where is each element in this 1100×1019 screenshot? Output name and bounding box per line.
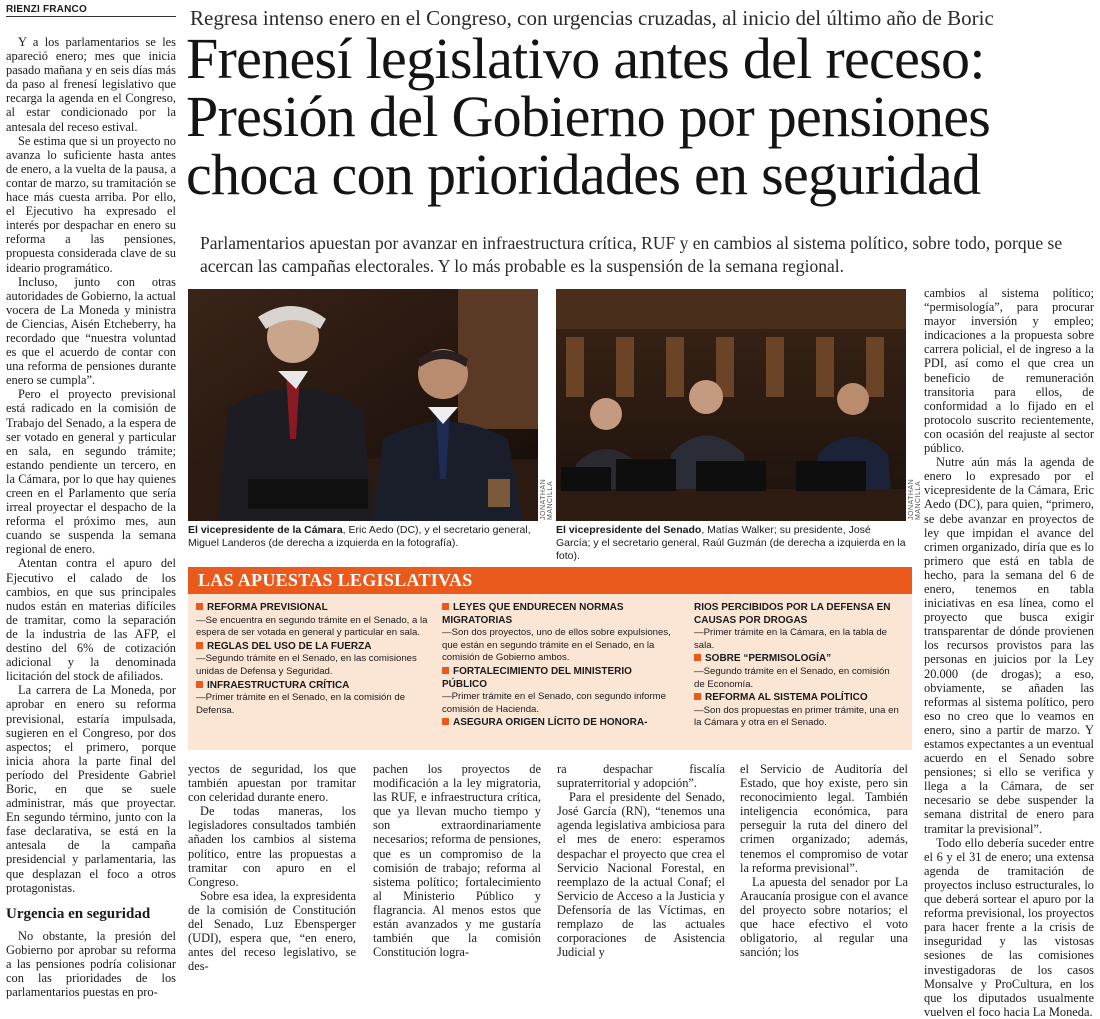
box-item-head: REFORMA PREVISIONAL xyxy=(207,602,328,613)
box-title-text: LAS APUESTAS LEGISLATIVAS xyxy=(198,570,473,590)
box-item-head: ASEGURA ORIGEN LÍCITO DE HONORA- xyxy=(453,717,648,729)
box-item xyxy=(694,653,902,691)
byline: RIENZI FRANCO xyxy=(6,4,176,17)
box-item-head: SOBRE “PERMISOLOGÍA” xyxy=(705,653,832,665)
box-item-head: INFRAESTRUCTURA CRÍTICA xyxy=(207,679,350,691)
paragraph: La carrera de La Moneda, por aprobar en enero su reforma previsional, estaría impulsada, sugieren en el Congreso, por dos aspectos; el primero, porque inicia ahora la parte final del período del Presidente Gabriel Boric, en que se suele administrar, más que proyectar. En segundo término, junto con la fase declarativa, se está en la antesala de la campaña presidencial y parlamentaria, las que desplazan el foco a otros protagonistas. xyxy=(6,683,176,895)
box-item-head: REFORMA AL SISTEMA POLÍTICO xyxy=(705,692,868,704)
box-item xyxy=(196,602,428,640)
photo-caption-senado xyxy=(556,524,908,563)
box-item-head: LEYES QUE ENDURECEN NORMAS MIGRATORIAS xyxy=(442,602,624,626)
box-column-3 xyxy=(694,602,902,731)
box-item-body: —Son dos proyectos, uno de ellos sobre expulsiones, que están en segundo trámite en el Senado, en la comisión de Gobierno ambos. xyxy=(442,627,671,664)
box-item xyxy=(694,692,902,730)
box-item-body: —Primer trámite en la Cámara, en la tabla de sala. xyxy=(694,627,888,651)
photo-camara-image xyxy=(188,289,538,521)
paragraph: No obstante, la presión del Gobierno por aprobar su reforma a las pensiones podría colisionar con las prioridades de los parlamentarios puestas en pro- xyxy=(6,928,176,1000)
left-column xyxy=(6,35,176,999)
paragraph: pachen los proyectos de modificación a la ley migratoria, las RUF, e infraestructura crítica, que ya llevan mucho tiempo y son extraordinariamente necesarios; reforma de pensiones, que es un compromiso de la comisión de trabajo; reforma al sistema político; fortalecimiento al Ministerio Público y flagrancia. Al menos estos que están avanzados y me gustaría también que la comisión Constitución logra- xyxy=(373,762,541,960)
box-item-body: —Primer trámite en el Senado, con segundo informe comisión de Hacienda. xyxy=(442,691,666,715)
paragraph: ra despachar fiscalía supraterritorial y adopción”. xyxy=(557,762,725,791)
caption-lead: El vicepresidente de la Cámara xyxy=(188,524,343,536)
box-column-1 xyxy=(196,602,428,718)
paragraph: Para el presidente del Senado, José García (RN), “tenemos una agenda legislativa ambiciosa para el mes de enero: esperamos despachar el proyecto que crea el Servicio Nacional Forestal, en reemplazo de la actual Conaf; el Servicio de Acceso a la Justicia y Defensoría de las Víctimas, en remplazo de las actuales corporaciones de Asistencia Judicial y xyxy=(557,790,725,960)
paragraph: Y a los parlamentarios se les apareció enero; mes que inicia pasado mañana y en seis días más da paso al frenesí legislativo que recarga la agenda en el Congreso, al estar condicionado por la antesala del receso estival. xyxy=(6,35,176,134)
photo-camara xyxy=(188,289,538,521)
box-item-body: —Se encuentra en segundo trámite en el Senado, a la espera de ser votada en general y particular en sala. xyxy=(196,614,428,639)
paragraph: cambios al sistema político; “permisología”, para procurar mayor inversión y empleo; indicaciones a la propuesta sobre carrera policial, el de ingreso a la PDI, así como el que crea un beneficio de remuneración transitoria para ellos, de conformidad a lo fijado en el protocolo suscrito recientemente, con ocasión del reajuste al sector público. xyxy=(924,286,1094,456)
box-item-body: —Primer trámite en el Senado, en la comisión de Defensa. xyxy=(196,692,406,716)
paragraph: La apuesta del senador por La Araucanía prosigue con el avance del proyecto sobre notarios; el que hace efectivo el voto obligatorio, al regular una sanción; los xyxy=(740,874,908,960)
paragraph: Se estima que si un proyecto no avanza lo suficiente hasta antes de enero, a la vuelta de la pausa, a contar de marzo, su tramitación se hace más cuesta arriba. Por ello, el Ejecutivo ha expresado el interés por despachar en enero su reforma a las pensiones, propuesta considerada clave de su ideario programático. xyxy=(6,133,176,275)
caption-lead: El vicepresidente del Senado xyxy=(556,524,702,536)
bullet-square-icon xyxy=(442,603,449,610)
photo-senado-image xyxy=(556,289,906,521)
box-item-head: REGLAS DEL USO DE LA FUERZA xyxy=(207,640,372,652)
bullet-square-icon xyxy=(694,693,701,700)
box-item xyxy=(442,666,674,716)
box-item-body: —Segundo trámite en el Senado, en las comisiones unidas de Defensa y Seguridad. xyxy=(196,653,417,677)
paragraph: Nutre aún más la agenda de enero lo expresado por el vicepresidente de la Cámara, Eric Aedo (DC), para quien, “primero, se debe avanzar en proyectos de ley que impidan el avance del crimen organizado, diría que es lo primero que está en tabla de hecho, para la semana del 6 de enero, tenemos en tabla iniciativas en esa línea, como el proyecto que busca exigir transparentar de dónde provienen los recursos provistos para las personas en juicios por la Ley 20.000 (de drogas); a eso, obviamente, se añaden las reformas al sistema político, pero eso no creo que lo veamos en enero, sino a partir de marzo. Y estamos expectantes a un eventual acuerdo en el Senado sobre pensiones; si ello se verifica y llega a la Cámara, de ser necesario se debe suspender la semana distrital de enero para tramitar la previsional”. xyxy=(924,455,1094,836)
paragraph: yectos de seguridad, los que también apuestan por tramitar con celeridad durante enero. xyxy=(188,762,356,805)
paragraph: Atentan contra el apuro del Ejecutivo el calado de los cambios, en que sus principales nudos están en materias difíciles de tramitar, como la separación de la industria de las AFP, el destino del 6% de cotización adicional y la denominada licitación del stock de afiliados. xyxy=(6,556,176,684)
kicker: Regresa intenso enero en el Congreso, con urgencias cruzadas, al inicio del último año de Boric xyxy=(190,6,994,30)
box-item-body: —Segundo trámite en el Senado, en comisión de Economía. xyxy=(694,665,890,690)
bottom-column-3 xyxy=(557,762,725,959)
box-item-head: FORTALECIMIENTO DEL MINISTERIO PÚBLICO xyxy=(442,665,632,690)
box-item xyxy=(442,717,674,730)
photo-senado xyxy=(556,289,906,521)
caption-text: , Matías Walker; su presidente, José García; y el secretario general, Raúl Guzmán (de derecha a izquierda en la foto). xyxy=(556,524,906,562)
bullet-square-icon xyxy=(196,603,203,610)
box-item-head: RIOS PERCIBIDOS POR LA DEFENSA EN CAUSAS POR DROGAS xyxy=(694,602,891,626)
photo-credit: JONATHAN MANCILLA xyxy=(908,478,922,520)
paragraph: Incluso, junto con otras autoridades de Gobierno, la actual vocera de La Moneda y ministra de Ciencias, Aisén Etcheberry, ha recordado que “nuestra voluntad es que el acuerdo de contar con una reforma de pensiones durante enero se cumpla”. xyxy=(6,274,176,388)
box-item xyxy=(694,602,902,652)
paragraph: Sobre esa idea, la expresidenta de la comisión de Constitución del Senado, Luz Ebensperger (UDI), espera que, “en enero, antes del receso legislativo, se des- xyxy=(188,888,356,974)
paragraph: Todo ello debería suceder entre el 6 y el 31 de enero; una extensa agenda de tramitación de proyectos incluso estructurales, lo que deberá sortear el apuro por la reforma previsional, los proyectos para hacer frente a la crisis de inseguridad y las vistosas sesiones de las comisiones investigadoras de los casos Monsalve y ProCultura, en los que los diputados usualmente vuelven el foco hacia La Moneda. xyxy=(924,835,1094,1019)
box-item xyxy=(196,641,428,679)
paragraph: Pero el proyecto previsional está radicado en la comisión de Trabajo del Senado, a la espera de ser votado en general y particular en sala, en segundo trámite; estando pendiente un tercero, en la Cámara, por lo que hay quienes creen en el Parlamento que sería irreal proyectar el despacho de la reforma el próximo mes, aun cuando se suspenda la semana regional de enero. xyxy=(6,387,176,557)
bottom-column-1 xyxy=(188,762,356,973)
bottom-column-2 xyxy=(373,762,541,959)
box-item xyxy=(442,602,674,665)
bullet-square-icon xyxy=(442,667,449,674)
paragraph: De todas maneras, los legisladores consultados también añaden los cambios al sistema político, entre las propuestas a tramitar con apuro en el Congreso. xyxy=(188,804,356,889)
subhead: Urgencia en seguridad xyxy=(6,905,151,922)
box-item-body: —Son dos propuestas en primer trámite, una en la Cámara y otra en el Senado. xyxy=(694,704,899,729)
deck: Parlamentarios apuestan por avanzar en infraestructura crítica, RUF y en cambios al sistema político, sobre todo, porque se acercan las campañas electorales. Y lo más probable es la suspensión de la semana regional. xyxy=(200,233,1063,276)
legislative-box-title xyxy=(188,567,912,594)
box-item xyxy=(196,680,428,718)
bullet-square-icon xyxy=(196,642,203,649)
photo-caption-camara xyxy=(188,524,540,550)
bullet-square-icon xyxy=(442,718,449,725)
bullet-square-icon xyxy=(694,654,701,661)
photo-credit: JONATHAN MANCILLA xyxy=(540,478,554,520)
bottom-column-4 xyxy=(740,762,908,959)
bullet-square-icon xyxy=(196,681,203,688)
right-column xyxy=(924,286,1094,1019)
paragraph: el Servicio de Auditoría del Estado, que hoy existe, pero sin reconocimiento legal. También inteligencia económica, para perseguir la ruta del dinero del crimen organizado; además, tenemos el compromiso de votar la reforma previsional”. xyxy=(740,762,908,875)
caption-text: , Eric Aedo (DC), y el secretario general, Miguel Landeros (de derecha a izquierda en la fotografía). xyxy=(188,524,531,549)
headline: Frenesí legislativo antes del receso: Presión del Gobierno por pensiones choca con prioridades en seguridad xyxy=(186,26,991,207)
box-column-2 xyxy=(442,602,674,731)
